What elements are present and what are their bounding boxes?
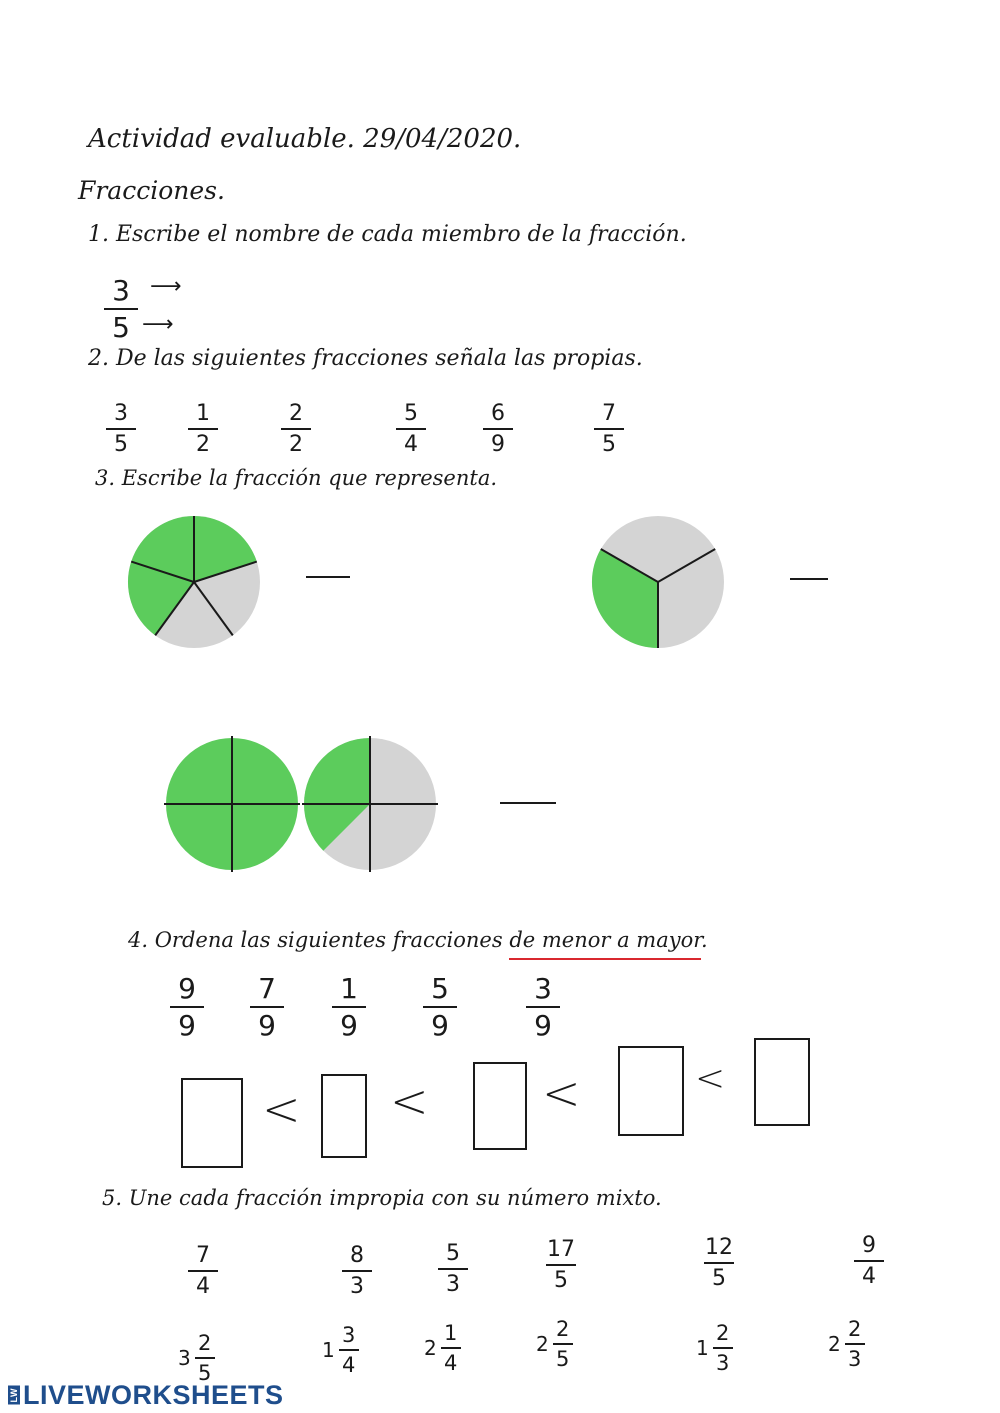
logo-badge-icon: LW [9,1388,19,1403]
q1-numerator: 3 [112,274,130,307]
denominator: 2 [289,432,303,458]
question-1-text: 1. Escribe el nombre de cada miembro de la fracción. [88,222,687,247]
order-box-2[interactable] [321,1074,367,1158]
denominator-answer-field[interactable] [195,314,395,344]
pie-dividers [302,736,438,872]
order-box-1[interactable] [181,1078,243,1168]
q2-fraction[interactable] [396,402,426,456]
denominator: 2 [196,432,210,458]
denominator: 5 [602,432,616,458]
mixed-number[interactable]: 2 $\frac{2}{3}$ [828,1318,865,1370]
mixed-number[interactable]: 3 $\frac{2}{5}$ [178,1332,215,1384]
numerator: 5 [404,401,418,426]
numerator-arrow-icon: ⟶ [150,274,182,299]
mixed-number[interactable]: 2 $\frac{2}{5}$ [536,1318,573,1370]
order-box-3[interactable] [473,1062,527,1150]
order-box-5[interactable] [754,1038,810,1126]
improper-fraction[interactable]: 8 3 [342,1244,372,1298]
pie-chart-thirds [590,514,726,650]
improper-fraction[interactable]: 5 3 [438,1242,468,1296]
question-5-text: 5. Une cada fracción impropia con su número mixto. [102,1186,662,1210]
q4-text-suffix: . [700,928,708,952]
numerator: 6 [491,401,505,426]
fraction-bar [104,308,138,310]
pie-chart-fifths [126,514,262,650]
answer-line[interactable] [500,802,556,804]
question-4-text [128,928,708,952]
q4-fraction: 1 9 [332,974,366,1041]
less-than-sign: < [542,1066,581,1120]
numerator: 3 [114,401,128,426]
mixed-number[interactable]: 1 $\frac{2}{3}$ [696,1322,733,1374]
answer-line[interactable] [306,576,350,578]
improper-fraction[interactable]: 17 5 [547,1237,575,1294]
question-3-text: 3. Escribe la fracción que representa. [95,466,498,490]
numerator: 7 [602,401,616,426]
q4-text-prefix: 4. Ordena las siguientes fracciones [128,928,510,952]
page-title: Actividad evaluable. 29/04/2020. [88,124,522,154]
pie-dividers [164,736,300,872]
q2-fraction[interactable] [594,402,624,456]
denominator-arrow-icon: ⟶ [142,312,174,337]
less-than-sign: < [695,1058,726,1099]
question-2-text: 2. De las siguientes fracciones señala las propias. [88,346,643,371]
q2-fraction[interactable] [483,402,513,456]
improper-fraction[interactable]: 12 5 [705,1235,733,1292]
q4-fraction: 5 9 [423,974,457,1041]
numerator: 2 [289,401,303,426]
improper-fraction[interactable]: 9 4 [854,1234,884,1288]
denominator: 4 [404,432,418,458]
q2-fraction[interactable] [281,402,311,456]
numerator: 1 [196,401,210,426]
mixed-number[interactable]: 1 $\frac{3}{4}$ [322,1324,359,1376]
pie-shaded-sector [304,738,370,804]
q4-fraction: 7 9 [250,974,284,1041]
pie-chart-quarters-full [164,736,300,872]
answer-line[interactable] [790,578,828,580]
less-than-sign: < [262,1082,301,1136]
liveworksheets-logo [8,1380,284,1411]
order-box-4[interactable] [618,1046,684,1136]
q2-fraction[interactable] [106,402,136,456]
q1-denominator: 5 [112,311,130,345]
q1-fraction [104,276,138,343]
improper-fraction[interactable]: 7 4 [188,1244,218,1298]
pie-chart-quarters-partial [302,736,438,872]
q2-fraction[interactable] [188,402,218,456]
denominator: 9 [491,432,505,458]
less-than-sign: < [390,1074,429,1128]
q4-fraction: 3 9 [526,974,560,1041]
mixed-number[interactable]: 2 $\frac{1}{4}$ [424,1322,461,1374]
q4-highlight: de menor a mayor [509,928,701,960]
topic-title: Fracciones. [78,176,225,205]
logo-text: LIVEWORKSHEETS [23,1380,284,1410]
denominator: 5 [114,432,128,458]
q4-fraction: 9 9 [170,974,204,1041]
numerator-answer-field[interactable] [195,276,395,306]
